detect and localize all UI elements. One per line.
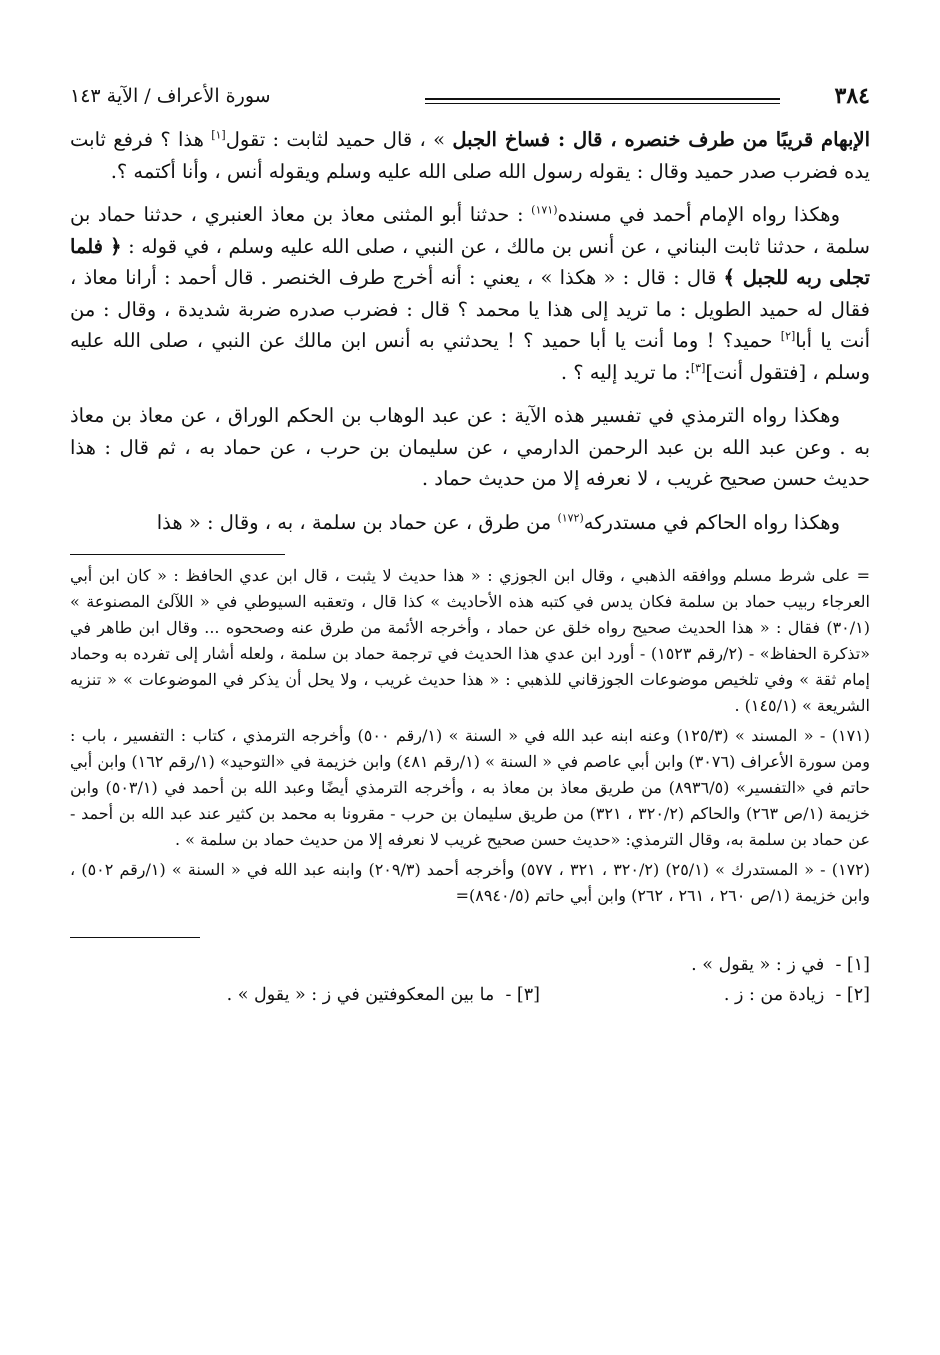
variant-text: زيادة من : ز . <box>723 985 825 1005</box>
page-number: ٣٨٤ <box>834 83 870 109</box>
footnote-ref-172[interactable]: (١٧٢) <box>557 511 584 524</box>
variant-note-3 <box>210 980 540 1010</box>
text-run: حميد؟ ! وما أنت يا أبا حميد ؟ ! يحدثني به أنس ابن مالك عن النبي ، صلى الله عليه وسلم ، [فتقول أنت] <box>70 329 870 384</box>
text-run: هذا ؟ فرفع ثابت يده فضرب صدر حميد وقال : يقوله رسول الله صلى الله عليه وسلم ويقوله أنس ، وأنا أكتمه ؟. <box>70 128 870 183</box>
main-text <box>70 124 870 538</box>
text-run: من طرق ، عن حماد بن سلمة ، به ، وقال : « هذا <box>156 510 558 534</box>
variant-text: ما بين المعكوفتين في ز : « يقول » . <box>226 985 495 1005</box>
variant-ref-2[interactable]: [٢] <box>780 329 796 343</box>
text-run: » ، قال حميد لثابت : تقول <box>225 128 453 151</box>
paragraph-2 <box>70 199 870 388</box>
header-rule <box>425 98 780 104</box>
paragraph-3: وهكذا رواه الترمذي في تفسير هذه الآية : عن عبد الوهاب بن الحكم الوراق ، عن معاذ بن معاذ به . وعن عبد الله بن عبد الرحمن الدارمي ، عن سليمان بن حرب ، عن حماد به ، ثم قال : هذا حديث حسن صحيح غريب ، لا نعرفه إلا من حديث حماد . <box>70 404 870 490</box>
footnote-171: (١٧١) - « المسند » (١٢٥/٣) وعنه ابنه عبد الله في « السنة » (١/رقم ٥٠٠) وأخرجه الترمذي ، كتاب : التفسير ، باب : ومن سورة الأعراف (٣٠٧٦) وابن أبي عاصم في « السنة » (١/رقم ٤٨١) وابن خزيمة في «التوحيد» (١/رقم ١٦٢) وابن أبي حاتم في «التفسير» (٨٩٣٦/٥) من طريق معاذ بن معاذ به ، وأخرجه الترمذي أيضًا وعبد الله بن أحمد في (٥٠٣/١) وابن خزيمة (١/ص ٢٦٣) والحاكم (٣٢٠/٢ ، ٣٢١) من طريق سليمان بن حرب - مقرونا به محمد بن كثير عند عبد الله بن أحمد - عن حماد بن سلمة به، وقال الترمذي: «حديث حسن صحيح غريب لا نعرفه إلا من حديث حماد بن سلمة » . <box>70 726 871 849</box>
footnote-ref-171[interactable]: (١٧١) <box>531 203 558 217</box>
text-run: وهكذا رواه الحاكم في مستدركه <box>583 510 840 534</box>
variant-ref-1[interactable]: [١] <box>211 128 226 142</box>
text-run: : ما تريد إليه ؟ . <box>560 360 691 384</box>
variant-label: [٢] - <box>835 985 870 1005</box>
variant-row <box>70 980 870 1010</box>
footnote-172: (١٧٢) - « المستدرك » (٢٥/١) (٣٢٠/٢ ، ٣٢١ ، ٥٧٧) وأخرجه أحمد (٢٠٩/٣) وابنه عبد الله في « السنة » (١/رقم ٥٠٢) ، وابن خزيمة (١/ص ٢٦٠ ، ٢٦١ ، ٢٦٢) وابن أبي حاتم (٨٩٤٠/٥)= <box>70 860 870 905</box>
running-title: سورة الأعراف / الآية ١٤٣ <box>70 85 271 107</box>
variant-label: [١] - <box>835 955 870 975</box>
paragraph-4 <box>70 507 870 539</box>
quran-verse: ﴿ فلما تجلى ربه للجبل ﴾ <box>70 234 871 289</box>
variant-ref-3[interactable]: [٣] <box>690 361 706 374</box>
variants-separator <box>70 937 200 938</box>
paragraph-1 <box>70 124 870 187</box>
variant-row <box>70 950 870 980</box>
variant-note-2 <box>540 980 870 1010</box>
text-run: : حدثنا أبو المثنى معاذ بن معاذ العنبري ، حدثنا حماد بن سلمة ، حدثنا ثابت البناني ، عن أنس بن مالك ، عن النبي ، صلى الله عليه وسلم ، في قوله : <box>70 203 870 258</box>
variant-note-1 <box>540 950 870 980</box>
footnotes <box>70 563 870 909</box>
book-page <box>70 78 870 1315</box>
text-run: وهكذا رواه الإمام أحمد في مسنده <box>557 203 840 226</box>
variant-label: [٣] - <box>505 985 540 1005</box>
page-header <box>70 78 870 114</box>
footnote-continued: = على شرط مسلم ووافقه الذهبي ، وقال ابن الجوزي : « هذا حديث لا يثبت ، قال ابن عدي الحافظ : « كان ابن أبي العرجاء ربيب حماد بن سلمة فكان يدس في كتبه هذه الأحاديث » كذا قال ، وتعقبه السيوطي في « اللآلئ المصنوعة » (٣٠/١) فقال : « هذا الحديث صحيح رواه خلق عن حماد ، وأخرجه الأئمة من طرق عنه وصححوه ... وقال ابن طاهر في «تذكرة الحفاظ» - (٢/رقم ١٥٢٣) - أورد ابن عدي هذا الحديث في ترجمة حماد بن سلمة ، ولعله أشار إلى تفرده به وحماد إمام ثقة » وفي تلخيص موضوعات الجوزقاني للذهبي : « هذا حديث غريب ، ولا يحل أن يذكر في الموضوعات » « تنزيه الشريعة » (١٤٥/١) . <box>70 566 871 715</box>
variant-text: في ز : « يقول » . <box>691 955 825 975</box>
variant-notes <box>70 950 870 1010</box>
text-run: قال : قال : « هكذا » ، يعني : أنه أخرج طرف الخنصر . قال أحمد : أرانا معاذ ، فقال له حميد الطويل : ما تريد إلى هذا يا محمد ؟ قال : فضرب صدره ضربة شديدة ، وقال : من أنت يا أبا <box>70 266 870 352</box>
bold-phrase: الإبهام قريبًا من طرف خنصره ، قال : فساخ الجبل <box>452 128 870 151</box>
footnote-separator <box>70 554 285 555</box>
